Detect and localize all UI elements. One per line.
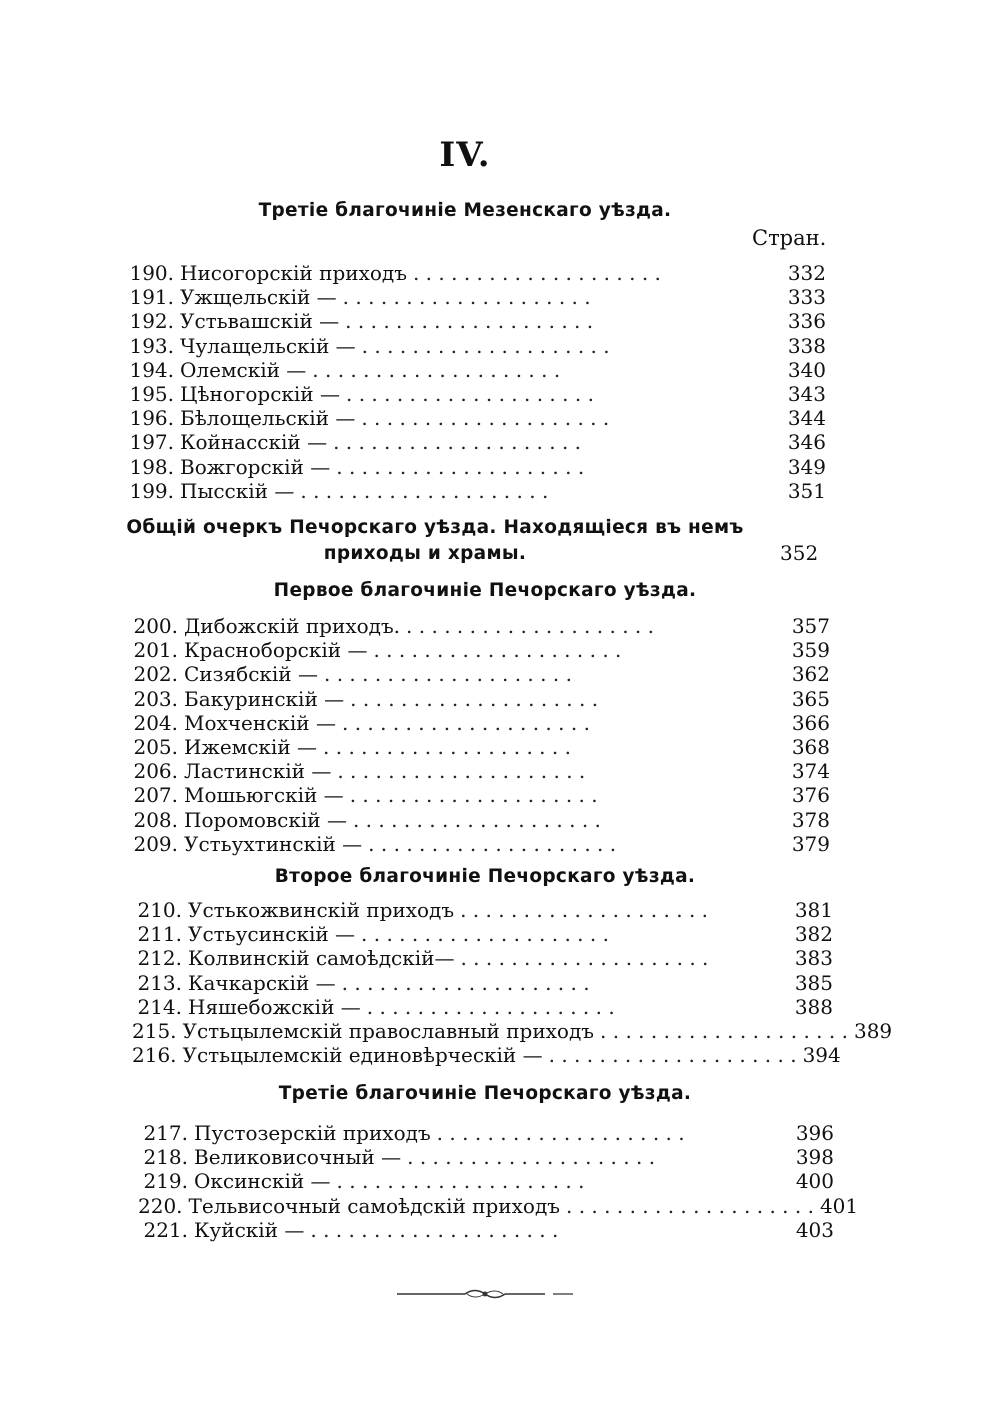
- entry-page-number: 368: [791, 735, 830, 759]
- dot-leader: . . . . . . . . . . . . . . . . . . . .: [341, 710, 590, 735]
- entry-page-number: 338: [787, 333, 826, 358]
- entry-name: Ижемскій —: [184, 735, 318, 759]
- entry-page-number: 340: [787, 357, 826, 382]
- entry-page-number: 362: [791, 662, 830, 687]
- heading-pechora-3: Третіе благочиніе Печорскаго уѣзда.: [278, 1083, 692, 1104]
- entry-page-number: 344: [787, 406, 826, 431]
- entry-name: Колвинскій самоѣдскій—: [188, 946, 455, 971]
- dot-leader: . . . . . . . . . . . . . . . . . . . .: [310, 1217, 559, 1242]
- dot-leader: . . . . . . . . . . . . . . . . . . . .: [407, 1145, 656, 1170]
- dot-leader: . . . . . . . . . . . . . . . . . . . .: [333, 430, 582, 455]
- dot-leader: . . . . . . . . . . . . . . . . . . . .: [368, 831, 617, 856]
- entry-number: 217.: [143, 1121, 188, 1145]
- entry-page-number: 332: [787, 261, 826, 285]
- entry-number: 219.: [143, 1169, 188, 1194]
- entry-page-number: 396: [795, 1121, 834, 1145]
- toc-entry: [124, 430, 826, 454]
- entry-name: Устьусинскій —: [188, 922, 356, 947]
- entry-name: Устьцылемскій единовѣрческій —: [182, 1043, 543, 1068]
- entry-name: Бакуринскій —: [184, 686, 345, 711]
- toc-entry: [138, 1145, 834, 1169]
- dot-leader: . . . . . . . . . . . . . . . . . . . .: [336, 1169, 585, 1194]
- entry-number: 199.: [129, 478, 174, 503]
- entry-name: Ластинскій —: [184, 759, 332, 784]
- entry-name: Олемскій —: [180, 357, 307, 382]
- dot-leader: . . . . . . . . . . . . . . . . . . . .: [566, 1193, 814, 1218]
- toc-entry: [128, 662, 830, 686]
- entry-number: 218.: [143, 1145, 188, 1170]
- entry-number: 208.: [133, 807, 178, 832]
- entry-name: Поромовскій —: [184, 807, 347, 832]
- dot-leader: . . . . . . . . . . . . . . . . . . . .: [600, 1019, 848, 1043]
- entry-name: Няшебожскій —: [188, 994, 361, 1019]
- toc-entry: [132, 922, 833, 946]
- entry-name: Устьцылемскій православный приходъ: [182, 1019, 595, 1043]
- entry-number: 210.: [137, 898, 182, 922]
- entry-number: 213.: [137, 970, 182, 995]
- entry-name: Койнасскій —: [180, 430, 328, 455]
- ornament-divider-icon: [395, 1284, 575, 1304]
- toc-entry: [132, 971, 833, 995]
- toc-entry: [138, 1169, 834, 1193]
- entry-number: 209.: [133, 831, 178, 856]
- entry-number: 212.: [137, 946, 182, 971]
- entry-page-number: 385: [794, 970, 833, 995]
- toc-entry: [124, 406, 826, 430]
- entry-page-number: 378: [791, 807, 830, 832]
- entry-number: 198.: [129, 454, 174, 479]
- entry-name: Пысскій —: [180, 478, 295, 503]
- entry-name: Красноборскій —: [184, 638, 368, 663]
- entry-page-number: 351: [787, 478, 826, 503]
- entry-name: Вожгорскій —: [180, 454, 331, 479]
- entry-number: 204.: [133, 710, 178, 735]
- toc-entry: [138, 1193, 859, 1218]
- dot-leader: . . . . . . . . . . . . . . . . . . . .: [323, 662, 572, 687]
- toc-entry: [124, 334, 826, 358]
- toc-entry: [124, 479, 826, 503]
- entry-page-number: 374: [791, 759, 830, 784]
- entry-name: Мохченскій —: [184, 710, 336, 735]
- dot-leader: . . . . . . . . . . . . . . . . . . . .: [548, 1043, 797, 1068]
- dot-leader: . . . . . . . . . . . . . . . . . . . .: [323, 735, 571, 759]
- toc-entry: [128, 614, 830, 638]
- entry-name: Бѣлощельскій —: [180, 406, 356, 431]
- entry-page-number: 394: [802, 1043, 841, 1068]
- entry-page-number: 349: [787, 454, 826, 479]
- entry-page-number: 388: [794, 994, 833, 1019]
- entry-name: Качкарскій —: [188, 970, 336, 995]
- heading-pechora-overview-line1: Общій очеркъ Печорскаго уѣзда. Находящіеся въ немъ: [126, 517, 744, 538]
- toc-entry: [128, 808, 830, 832]
- heading-pechora-1: Первое благочиніе Печорскаго уѣзда.: [273, 580, 697, 601]
- entry-number: 194.: [129, 357, 174, 382]
- entry-number: 214.: [137, 994, 182, 1019]
- page-column-label: Стран.: [752, 226, 827, 250]
- dot-leader: . . . . . . . . . . . . . . . . . . . .: [337, 759, 586, 784]
- entry-number: 205.: [133, 735, 178, 759]
- entry-number: 196.: [129, 406, 174, 431]
- toc-entry: [124, 382, 826, 406]
- toc-entry: [132, 946, 833, 970]
- entry-page-number: 366: [791, 710, 830, 735]
- toc-entry: [124, 261, 826, 285]
- entry-name: Мошьюгскій —: [184, 783, 344, 808]
- dot-leader: . . . . . . . . . . . . . . . . . . . .: [350, 686, 599, 711]
- entry-number: 203.: [133, 686, 178, 711]
- pechora-overview-page: [780, 541, 818, 565]
- entry-number: 211.: [137, 922, 182, 947]
- dot-leader: . . . . . . . . . . . . . . . . . . . .: [361, 406, 610, 431]
- entry-page-number: 389: [853, 1019, 893, 1043]
- entry-page-number: 359: [791, 638, 830, 663]
- dot-leader: . . . . . . . . . . . . . . . . . . . .: [436, 1121, 685, 1145]
- toc-entry: [128, 783, 830, 807]
- entry-number: 221.: [143, 1217, 188, 1242]
- entry-number: 200.: [133, 614, 178, 638]
- entry-name: Куйскій —: [194, 1217, 305, 1242]
- toc-entry: [128, 711, 830, 735]
- entry-name: Цѣногорскій —: [180, 382, 340, 406]
- entry-page-number: 376: [791, 783, 830, 808]
- entry-page-number: 379: [791, 831, 830, 856]
- entry-name: Великовисочный —: [194, 1145, 402, 1170]
- entry-number: 202.: [133, 662, 178, 687]
- entry-number: 193.: [129, 333, 174, 358]
- dot-leader: . . . . . . . . . . . . . . . . . . . .: [361, 922, 609, 947]
- entry-number: 195.: [129, 382, 174, 406]
- toc-entry: [132, 1043, 841, 1068]
- entry-page-number: 346: [787, 430, 826, 455]
- dot-leader: . . . . . . . . . . . . . . . . . . . .: [312, 357, 561, 382]
- section-numeral: IV.: [439, 135, 491, 175]
- dot-leader: . . . . . . . . . . . . . . . . . . . .: [373, 638, 622, 663]
- entry-name: Нисогорскій приходъ: [180, 261, 407, 285]
- dot-leader: . . . . . . . . . . . . . . . . . . . .: [460, 946, 709, 971]
- entry-page-number: 336: [787, 309, 826, 334]
- heading-pechora-2: Второе благочиніе Печорскаго уѣзда.: [274, 866, 696, 887]
- toc-entry: [138, 1218, 834, 1242]
- entry-number: 190.: [129, 261, 174, 285]
- dot-leader: . . . . . . . . . . . . . . . . . . . .: [412, 261, 661, 285]
- toc-entry: [124, 455, 826, 479]
- toc-entry: [132, 995, 833, 1019]
- dot-leader: . . . . . . . . . . . . . . . . . . . .: [341, 970, 590, 995]
- dot-leader: . . . . . . . . . . . . . . . . . . . .: [406, 614, 654, 638]
- toc-entry: [128, 759, 830, 783]
- dot-leader: . . . . . . . . . . . . . . . . . . . .: [460, 898, 709, 922]
- entry-page-number: 403: [795, 1217, 834, 1242]
- toc-entry: [128, 832, 830, 856]
- entry-page-number: 401: [819, 1193, 859, 1218]
- dot-leader: . . . . . . . . . . . . . . . . . . . .: [352, 807, 601, 832]
- heading-mezen-3: Третіе благочиніе Мезенскаго уѣзда.: [258, 200, 672, 221]
- toc-entry: [124, 309, 826, 333]
- dot-leader: . . . . . . . . . . . . . . . . . . . .: [336, 454, 585, 479]
- dot-leader: . . . . . . . . . . . . . . . . . . . .: [366, 994, 615, 1019]
- entry-number: 192.: [129, 309, 174, 334]
- dot-leader: . . . . . . . . . . . . . . . . . . . .: [345, 382, 594, 406]
- entry-page-number: 333: [787, 285, 826, 310]
- entry-name: Устьвашскій —: [180, 309, 340, 334]
- toc-entry: [132, 898, 833, 922]
- entry-page-number: 357: [791, 614, 830, 638]
- toc-entry: [124, 285, 826, 309]
- dot-leader: . . . . . . . . . . . . . . . . . . . .: [361, 333, 610, 358]
- entry-number: 201.: [133, 638, 178, 663]
- entry-number: 206.: [133, 759, 178, 784]
- entry-page-number: 383: [794, 946, 833, 971]
- entry-number: 215.: [132, 1019, 177, 1043]
- entry-page-number: 365: [791, 686, 830, 711]
- entry-name: Пустозерскій приходъ: [194, 1121, 431, 1145]
- dot-leader: . . . . . . . . . . . . . . . . . . . .: [300, 478, 549, 503]
- entry-number: 191.: [129, 285, 174, 310]
- entry-name: Оксинскій —: [194, 1169, 331, 1194]
- heading-pechora-overview-line2: приходы и храмы.: [323, 543, 527, 564]
- entry-page-number: 398: [795, 1145, 834, 1170]
- entry-name: Устьухтинскій —: [184, 831, 363, 856]
- entry-page-number: 381: [794, 898, 833, 922]
- entry-name: Сизябскій —: [184, 662, 318, 687]
- entry-name: Дибожскій приходъ.: [184, 614, 401, 638]
- entry-name: Чулащельскій —: [180, 333, 356, 358]
- entry-name: Устькожвинскій приходъ: [188, 898, 455, 922]
- toc-entry: [128, 638, 830, 662]
- entry-name: Тельвисочный самоѣдскій приходъ: [188, 1193, 560, 1218]
- toc-entry: [124, 358, 826, 382]
- entry-page-number: 343: [787, 382, 826, 406]
- page-number: 352: [780, 541, 819, 565]
- entry-number: 197.: [129, 430, 174, 455]
- entry-page-number: 382: [794, 922, 833, 947]
- entry-number: 216.: [132, 1043, 177, 1068]
- dot-leader: . . . . . . . . . . . . . . . . . . . .: [342, 285, 591, 310]
- entry-page-number: 400: [795, 1169, 834, 1194]
- entry-number: 220.: [138, 1193, 183, 1218]
- entry-number: 207.: [133, 783, 178, 808]
- toc-entry: [138, 1121, 834, 1145]
- toc-entry: [132, 1019, 893, 1043]
- dot-leader: . . . . . . . . . . . . . . . . . . . .: [345, 309, 594, 334]
- toc-entry: [128, 735, 830, 759]
- toc-entry: [128, 687, 830, 711]
- entry-name: Ужщельскій —: [180, 285, 337, 310]
- dot-leader: . . . . . . . . . . . . . . . . . . . .: [349, 783, 598, 808]
